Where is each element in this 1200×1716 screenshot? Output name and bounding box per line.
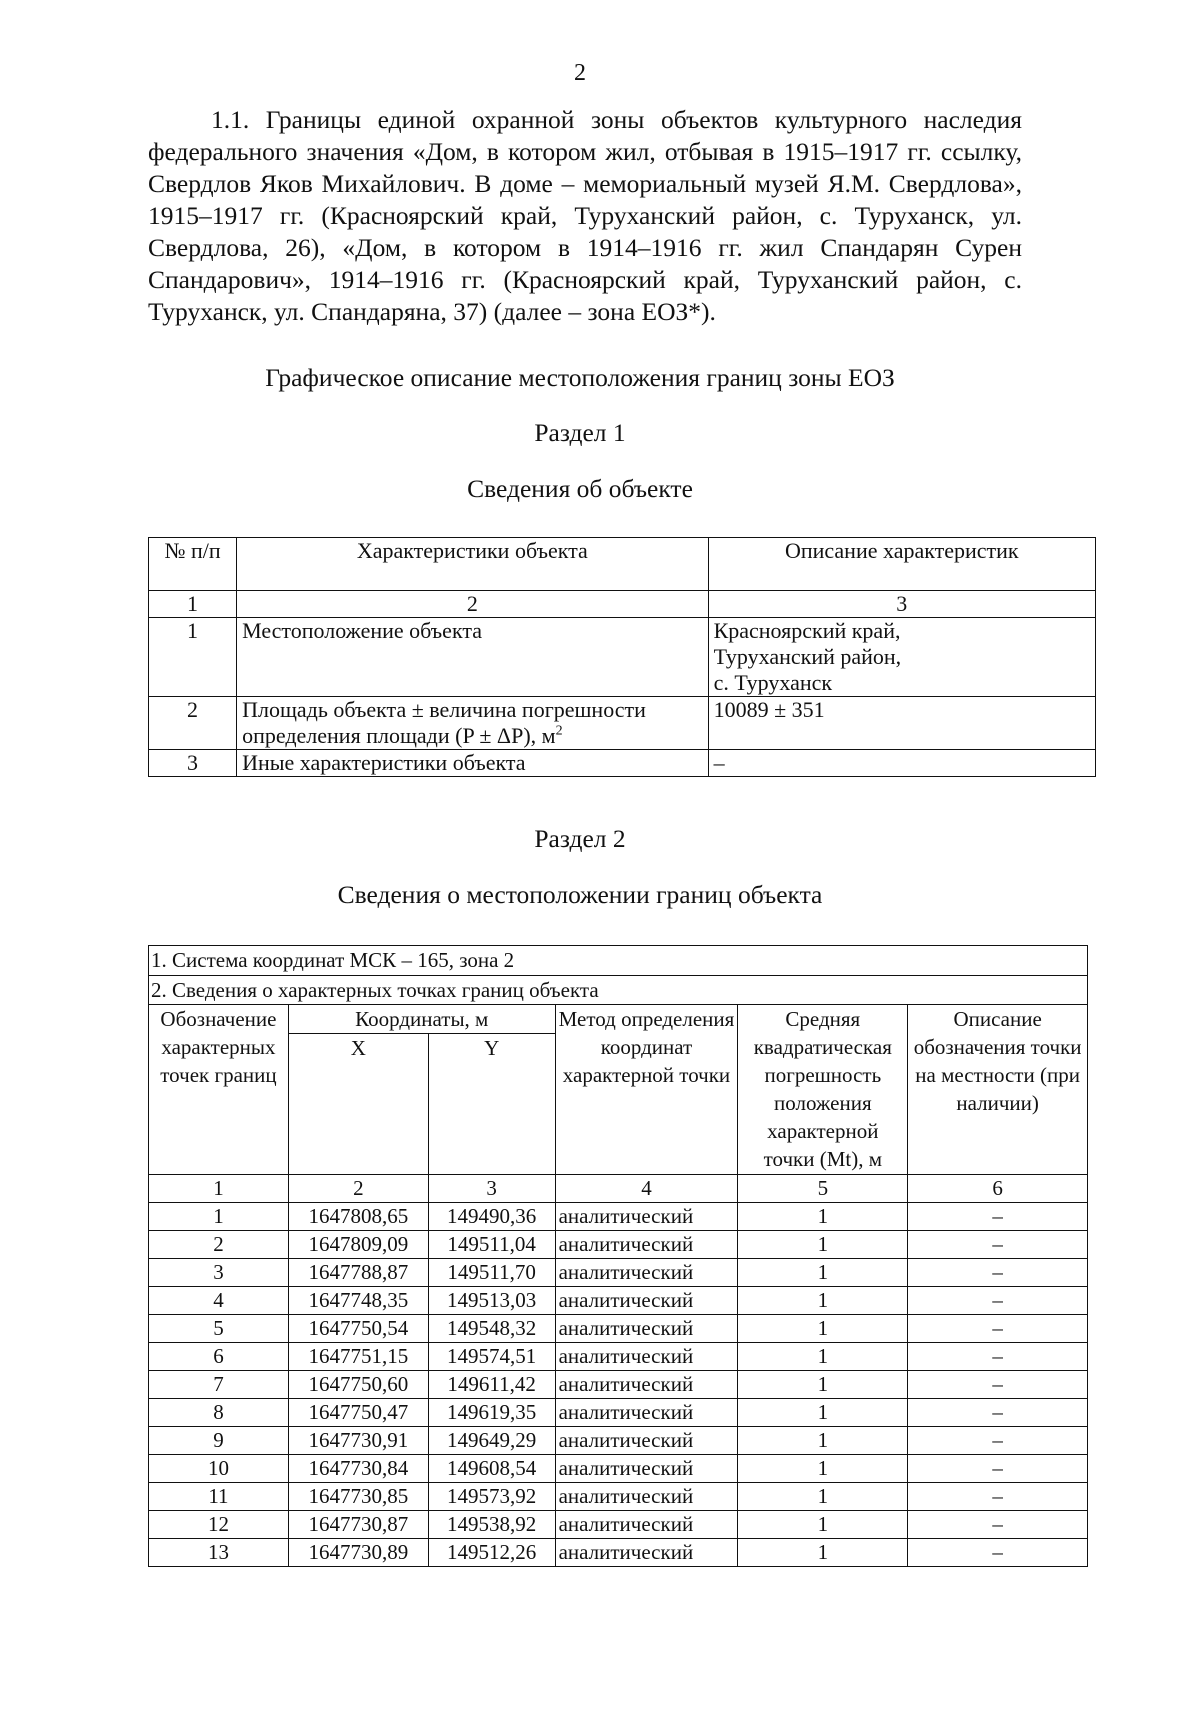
- point-description: –: [908, 1483, 1088, 1511]
- method: аналитический: [555, 1259, 738, 1287]
- point-id: 13: [149, 1539, 289, 1567]
- table-row: [149, 1455, 1088, 1483]
- point-id: 4: [149, 1287, 289, 1315]
- x-coordinate: 1647750,60: [288, 1371, 428, 1399]
- row-num: 1: [149, 618, 237, 697]
- area-label: Площадь объекта ± величина погрешности определения площади (P ± ΔP), м: [242, 697, 646, 748]
- method: аналитический: [555, 1511, 738, 1539]
- y-coordinate: 149619,35: [428, 1399, 555, 1427]
- y-coordinate: 149512,26: [428, 1539, 555, 1567]
- table-row: [149, 1399, 1088, 1427]
- y-coordinate: 149538,92: [428, 1511, 555, 1539]
- x-coordinate: 1647730,85: [288, 1483, 428, 1511]
- point-id: 10: [149, 1455, 289, 1483]
- colnum: 2: [288, 1175, 428, 1203]
- header-error: Средняя квадратическая погрешность положения характерной точки (Mt), м: [738, 1005, 908, 1175]
- y-coordinate: 149511,70: [428, 1259, 555, 1287]
- points-title: 2. Сведения о характерных точках границ объекта: [149, 975, 1088, 1005]
- table-row: [149, 1427, 1088, 1455]
- header-method: Метод определения координат характерной точки: [555, 1005, 738, 1175]
- table-row: [149, 1371, 1088, 1399]
- method: аналитический: [555, 1315, 738, 1343]
- mt-value: 1: [738, 1539, 908, 1567]
- mt-value: 1: [738, 1455, 908, 1483]
- x-coordinate: 1647730,91: [288, 1427, 428, 1455]
- x-coordinate: 1647788,87: [288, 1259, 428, 1287]
- point-id: 2: [149, 1231, 289, 1259]
- coords-colnum-row: [149, 1175, 1088, 1203]
- object-table-header-row: [149, 538, 1096, 591]
- point-description: –: [908, 1455, 1088, 1483]
- header-designation: Обозначение характерных точек границ: [149, 1005, 289, 1175]
- section1-subtitle: Сведения об объекте: [467, 474, 693, 503]
- point-description: –: [908, 1399, 1088, 1427]
- row-description: –: [708, 750, 1095, 777]
- object-table-colnum-row: [149, 591, 1096, 618]
- point-id: 6: [149, 1343, 289, 1371]
- table-row: [149, 1511, 1088, 1539]
- description-line: Красноярский край,: [713, 618, 901, 643]
- x-coordinate: 1647808,65: [288, 1203, 428, 1231]
- table-row: [149, 1259, 1088, 1287]
- header-description: Описание характеристик: [708, 538, 1095, 591]
- colnum: 6: [908, 1175, 1088, 1203]
- header-characteristics: Характеристики объекта: [237, 538, 708, 591]
- point-description: –: [908, 1203, 1088, 1231]
- point-id: 9: [149, 1427, 289, 1455]
- coordinate-system: 1. Система координат МСК – 165, зона 2: [149, 946, 1088, 976]
- mt-value: 1: [738, 1371, 908, 1399]
- table-row: [149, 1343, 1088, 1371]
- point-id: 7: [149, 1371, 289, 1399]
- row-characteristic: Иные характеристики объекта: [237, 750, 708, 777]
- mt-value: 1: [738, 1287, 908, 1315]
- method: аналитический: [555, 1483, 738, 1511]
- points-title-row: [149, 975, 1088, 1005]
- row-description: [708, 618, 1095, 697]
- graphic-description-heading: Графическое описание местоположения границ зоны ЕОЗ: [265, 363, 895, 392]
- header-num: № п/п: [149, 538, 237, 591]
- point-description: –: [908, 1287, 1088, 1315]
- table-row: [149, 1287, 1088, 1315]
- header-x: X: [288, 1034, 428, 1175]
- mt-value: 1: [738, 1259, 908, 1287]
- coords-header-row: [149, 1005, 1088, 1034]
- row-description: 10089 ± 351: [708, 697, 1095, 750]
- x-coordinate: 1647750,54: [288, 1315, 428, 1343]
- colnum: 3: [428, 1175, 555, 1203]
- row-characteristic: Местоположение объекта: [237, 618, 708, 697]
- coordinates-table: [148, 945, 1088, 1567]
- x-coordinate: 1647748,35: [288, 1287, 428, 1315]
- y-coordinate: 149649,29: [428, 1427, 555, 1455]
- colnum: 4: [555, 1175, 738, 1203]
- mt-value: 1: [738, 1231, 908, 1259]
- table-row: [149, 697, 1096, 750]
- y-coordinate: 149611,42: [428, 1371, 555, 1399]
- mt-value: 1: [738, 1427, 908, 1455]
- intro-paragraph: 1.1. Границы единой охранной зоны объектов культурного наследия федерального значения «Дом, в котором жил, отбывая в 1915–1917 гг. ссылку, Свердлов Яков Михайлович. В доме – мемориальный музей Я.М. Свердлова», 1915–1917 гг. (Красноярский край, Туруханский район, с. Туруханск, ул. Свердлова, 26), «Дом, в котором в 1914–1916 гг. жил Спандарян Сурен Спандарович», 1914–1916 гг. (Красноярский край, Туруханский район, с. Туруханск, ул. Спандаряна, 37) (далее – зона ЕОЗ*).: [148, 105, 1022, 326]
- x-coordinate: 1647751,15: [288, 1343, 428, 1371]
- row-num: 2: [149, 697, 237, 750]
- y-coordinate: 149573,92: [428, 1483, 555, 1511]
- section1-heading: Раздел 1: [534, 418, 626, 447]
- method: аналитический: [555, 1343, 738, 1371]
- method: аналитический: [555, 1427, 738, 1455]
- y-coordinate: 149513,03: [428, 1287, 555, 1315]
- colnum: 2: [237, 591, 708, 618]
- section2-heading: Раздел 2: [534, 824, 626, 853]
- point-id: 3: [149, 1259, 289, 1287]
- point-description: –: [908, 1511, 1088, 1539]
- page-number: 2: [574, 60, 586, 86]
- point-id: 5: [149, 1315, 289, 1343]
- method: аналитический: [555, 1231, 738, 1259]
- y-coordinate: 149511,04: [428, 1231, 555, 1259]
- point-description: –: [908, 1371, 1088, 1399]
- header-coordinates: Координаты, м: [288, 1005, 555, 1034]
- y-coordinate: 149548,32: [428, 1315, 555, 1343]
- point-id: 1: [149, 1203, 289, 1231]
- colnum: 1: [149, 591, 237, 618]
- description-line: с. Туруханск: [713, 670, 833, 695]
- description-line: Туруханский район,: [713, 644, 902, 669]
- coords-body: [149, 1203, 1088, 1567]
- mt-value: 1: [738, 1343, 908, 1371]
- section2-subtitle: Сведения о местоположении границ объекта: [337, 880, 823, 909]
- header-y: Y: [428, 1034, 555, 1175]
- area-unit-superscript: 2: [555, 723, 563, 739]
- y-coordinate: 149574,51: [428, 1343, 555, 1371]
- point-id: 8: [149, 1399, 289, 1427]
- colnum: 1: [149, 1175, 289, 1203]
- mt-value: 1: [738, 1203, 908, 1231]
- x-coordinate: 1647809,09: [288, 1231, 428, 1259]
- mt-value: 1: [738, 1511, 908, 1539]
- x-coordinate: 1647730,87: [288, 1511, 428, 1539]
- point-description: –: [908, 1427, 1088, 1455]
- coordinate-system-row: [149, 946, 1088, 976]
- x-coordinate: 1647730,84: [288, 1455, 428, 1483]
- method: аналитический: [555, 1287, 738, 1315]
- row-num: 3: [149, 750, 237, 777]
- point-description: –: [908, 1259, 1088, 1287]
- method: аналитический: [555, 1203, 738, 1231]
- object-info-table: [148, 537, 1096, 777]
- colnum: 3: [708, 591, 1095, 618]
- x-coordinate: 1647730,89: [288, 1539, 428, 1567]
- method: аналитический: [555, 1399, 738, 1427]
- point-id: 11: [149, 1483, 289, 1511]
- point-description: –: [908, 1539, 1088, 1567]
- colnum: 5: [738, 1175, 908, 1203]
- table-row: [149, 1315, 1088, 1343]
- mt-value: 1: [738, 1399, 908, 1427]
- header-point-description: Описание обозначения точки на местности (при наличии): [908, 1005, 1088, 1175]
- method: аналитический: [555, 1371, 738, 1399]
- table-row: [149, 618, 1096, 697]
- row-characteristic: [237, 697, 708, 750]
- table-row: [149, 1203, 1088, 1231]
- point-id: 12: [149, 1511, 289, 1539]
- mt-value: 1: [738, 1483, 908, 1511]
- table-row: [149, 1231, 1088, 1259]
- point-description: –: [908, 1343, 1088, 1371]
- mt-value: 1: [738, 1315, 908, 1343]
- table-row: [149, 750, 1096, 777]
- method: аналитический: [555, 1539, 738, 1567]
- point-description: –: [908, 1231, 1088, 1259]
- table-row: [149, 1483, 1088, 1511]
- method: аналитический: [555, 1455, 738, 1483]
- y-coordinate: 149608,54: [428, 1455, 555, 1483]
- x-coordinate: 1647750,47: [288, 1399, 428, 1427]
- table-row: [149, 1539, 1088, 1567]
- y-coordinate: 149490,36: [428, 1203, 555, 1231]
- point-description: –: [908, 1315, 1088, 1343]
